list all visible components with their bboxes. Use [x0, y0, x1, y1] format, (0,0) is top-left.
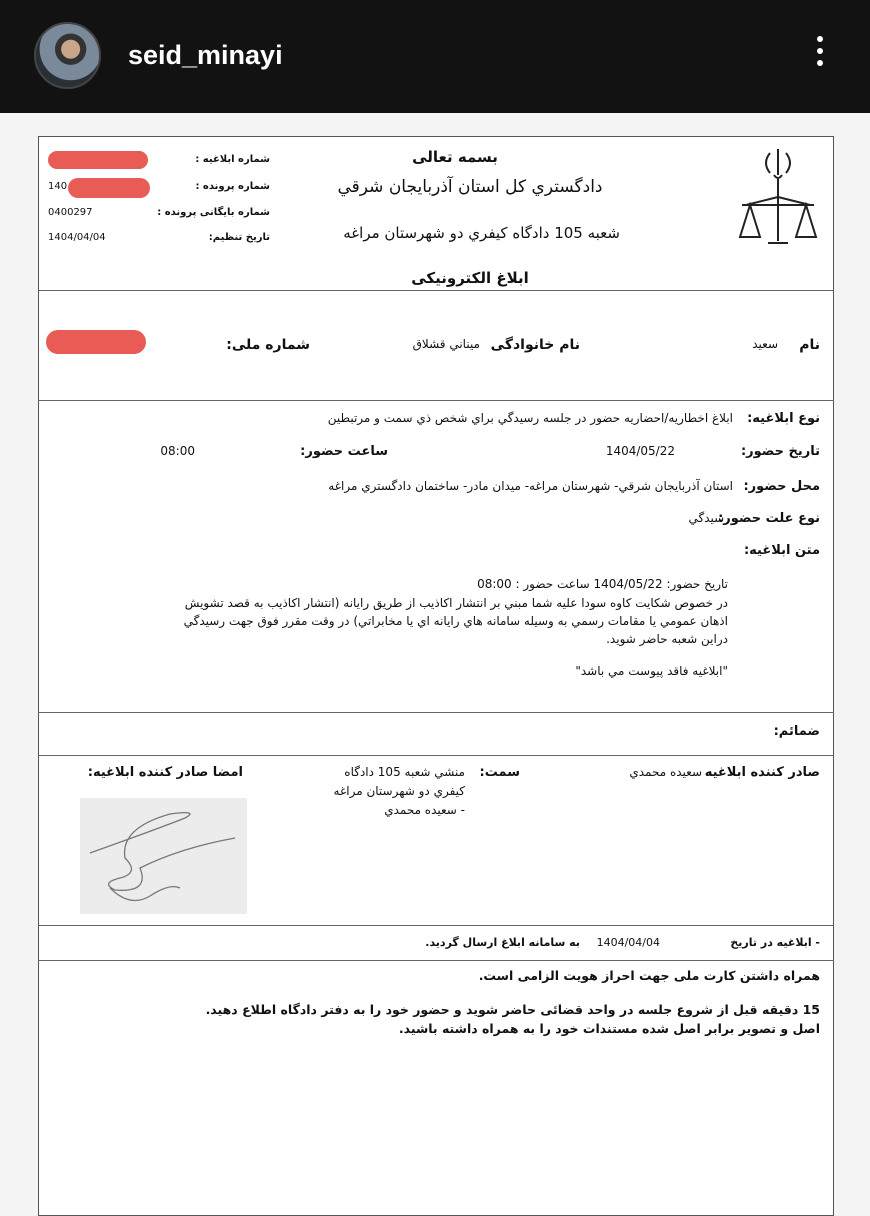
role-line: - سعيده محمدي [384, 803, 465, 817]
sent-suffix: به سامانه ابلاغ ارسال گرديد. [425, 936, 580, 949]
judiciary-emblem-icon [736, 145, 820, 249]
date-label: تاريخ تنظيم: [208, 232, 270, 243]
place-value: استان آذربايجان شرقي- شهرستان مراغه- ميدان مادر- ساختمان دادگستري مراغه [328, 479, 733, 493]
place-label: محل حضور: [743, 479, 820, 494]
reason-label: نوع علت حضور: [718, 511, 820, 526]
divider [38, 755, 834, 756]
divider [38, 712, 834, 713]
attend-time-value: 08:00 [160, 444, 195, 458]
name-value: سعيد [752, 337, 778, 351]
sent-date: 1404/04/04 [596, 936, 660, 949]
username[interactable]: seid_minayi [128, 40, 283, 70]
type-value: ابلاغ اخطاريه/احضاريه حضور در جلسه رسيدگي براي شخص ذي سمت و مرتبطين [327, 411, 733, 425]
role-line: منشي شعبه 105 دادگاه [344, 765, 465, 779]
case-no-label: شماره پرونده : [195, 181, 270, 192]
branch-name: شعبه 105 دادگاه کيفري دو شهرستان مراغه [343, 224, 620, 242]
role-line: کيفري دو شهرستان مراغه [333, 784, 465, 798]
reason-value: رسيدگي [688, 511, 730, 525]
attend-time-label: ساعت حضور: [300, 444, 388, 459]
family-value: ميناني قشلاق [412, 337, 480, 351]
text-label: متن ابلاغيه: [743, 543, 820, 558]
name-label: نام [799, 337, 820, 353]
attend-date-label: تاريخ حضور: [740, 444, 820, 459]
text-line: تاريخ حضور: 1404/05/22 ساعت حضور : 08:00 [477, 577, 728, 591]
attachment-note: "ابلاغيه فاقد پيوست مي باشد" [575, 664, 728, 678]
issuer-label: صادر کننده ابلاغيه [704, 765, 820, 780]
family-label: نام خانوادگی [490, 337, 580, 353]
note: همراه داشتن کارت ملی جهت احراز هويت الزامی است. [478, 968, 820, 983]
profile-avatar[interactable] [34, 22, 101, 89]
bismillah: بسمه تعالی [412, 148, 498, 166]
note: اصل و تصوير برابر اصل شده مستندات خود را به همراه داشته باشيد. [398, 1021, 820, 1036]
notice-no-label: شماره ابلاغيه : [195, 154, 270, 165]
attachments-label: ضمائم: [773, 724, 820, 739]
signature-label: امضا صادر کننده ابلاغيه: [87, 765, 243, 780]
org-name: دادگستري کل استان آذربايجان شرقي [337, 177, 603, 197]
more-vertical-icon[interactable] [810, 36, 830, 76]
redacted-mark [46, 330, 146, 354]
archive-no-label: شماره بایگانی پرونده : [157, 207, 270, 218]
divider [38, 925, 834, 926]
case-no-value: 140 [48, 181, 68, 192]
document-title: ابلاغ الکترونيکی [411, 269, 529, 287]
type-label: نوع ابلاغيه: [747, 411, 820, 426]
redacted-mark [48, 151, 148, 169]
signature-image [80, 798, 247, 914]
app-header [0, 0, 870, 113]
text-line: اذهان عمومي يا مقامات رسمي به وسيله سامانه هاي رايانه اي يا مخابراتي) در وقت مقرر فوق جهت رسيدگي [183, 614, 728, 628]
redacted-mark [68, 178, 150, 198]
note: 15 دقيقه قبل از شروع جلسه در واحد قضائی حاضر شويد و حضور خود را به دفتر دادگاه اطلاع دهيد. [205, 1002, 820, 1017]
attend-date-value: 1404/05/22 [605, 444, 675, 458]
issuer-name: سعيده محمدي [629, 765, 702, 779]
text-line: در خصوص شکايت کاوه سودا عليه شما مبني بر انتشار اکاذيب از طريق رايانه (انتشار اکاذيب به قصد تشويش [184, 596, 728, 610]
archive-no-value: 0400297 [48, 207, 93, 218]
date-value: 1404/04/04 [48, 232, 106, 243]
divider [38, 960, 834, 961]
role-label: سمت: [479, 765, 520, 780]
sent-prefix: - ابلاغيه در تاريخ [730, 936, 820, 949]
national-id-label: شماره ملی: [226, 337, 310, 353]
divider [38, 400, 834, 401]
divider [38, 290, 834, 291]
text-line: دراين شعبه حاضر شويد. [606, 632, 728, 646]
